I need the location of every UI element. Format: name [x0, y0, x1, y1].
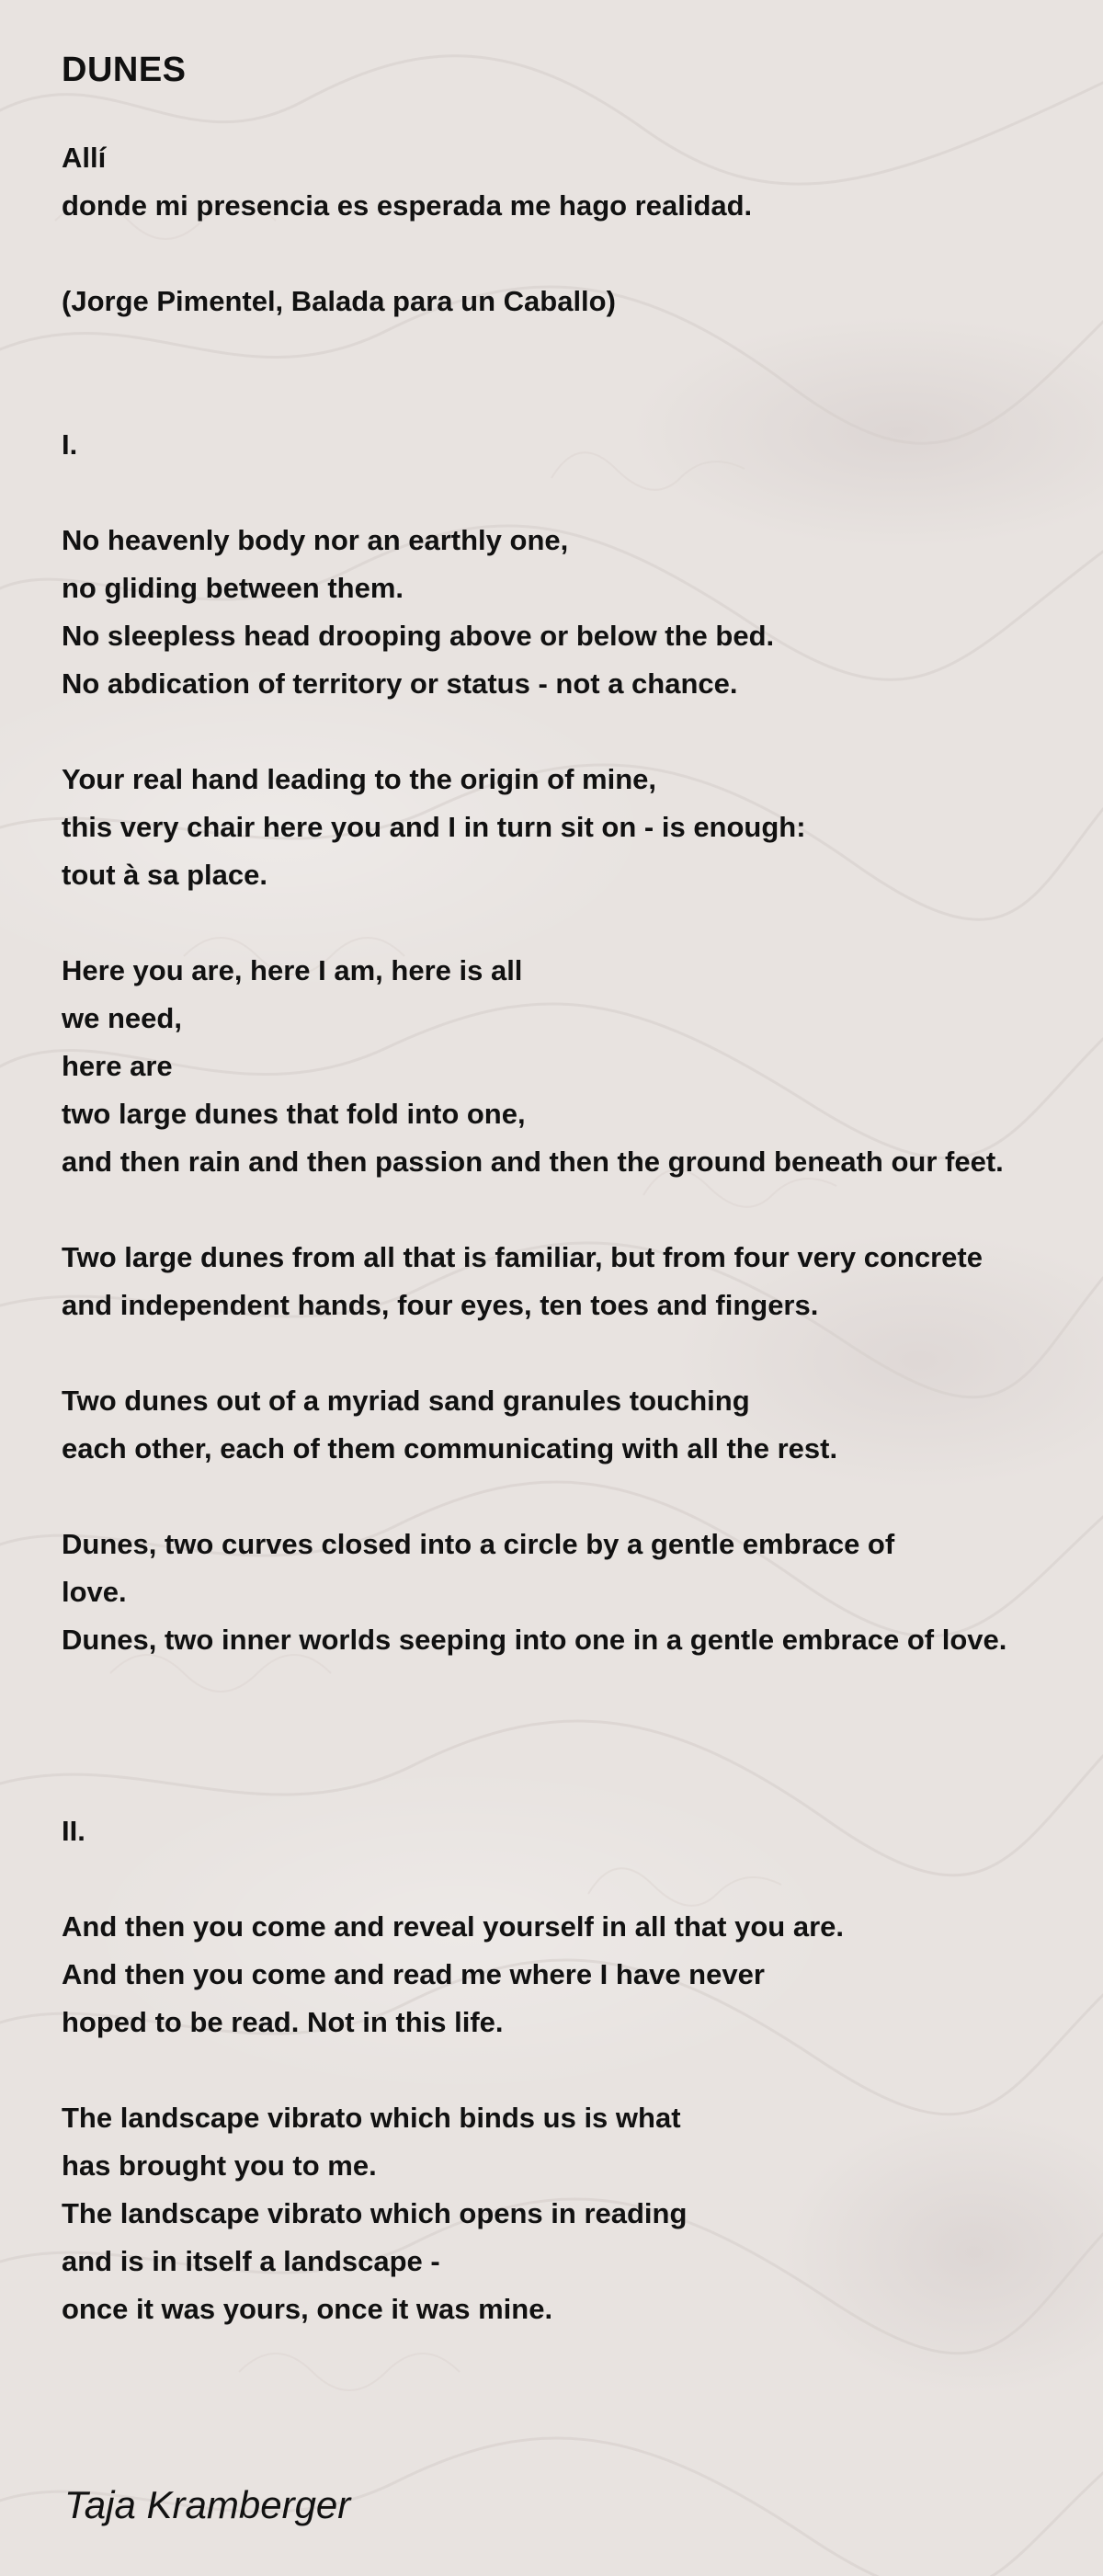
stanza-break	[62, 469, 1082, 517]
poem-line: each other, each of them communicating with all the rest.	[62, 1432, 838, 1465]
poem-line: Dunes, two curves closed into a circle by a gentle embrace of	[62, 1528, 895, 1560]
stanza-break	[62, 899, 1082, 947]
stanza-break	[62, 1186, 1082, 1234]
poem-line: The landscape vibrato which binds us is what	[62, 2102, 681, 2134]
stanza-break	[62, 1329, 1082, 1377]
poem-line: love.	[62, 1576, 127, 1608]
stanza-break	[62, 2046, 1082, 2094]
poem-line: tout à sa place.	[62, 859, 267, 891]
poem-line: two large dunes that fold into one,	[62, 1098, 526, 1130]
stanza-break	[62, 325, 1082, 373]
poem-line: Your real hand leading to the origin of mine,	[62, 763, 657, 795]
poem-line: No heavenly body nor an earthly one,	[62, 524, 569, 556]
stanza-break	[62, 708, 1082, 756]
poem-line: hoped to be read. Not in this life.	[62, 2006, 504, 2038]
poem	[62, 46, 1082, 2333]
poem-line: No sleepless head drooping above or below the bed.	[62, 620, 775, 652]
poem-author: Taja Kramberger	[64, 2483, 351, 2526]
poem-line: once it was yours, once it was mine.	[62, 2293, 553, 2325]
poem-line: and is in itself a landscape -	[62, 2245, 440, 2277]
poem-line: this very chair here you and I in turn sit on - is enough:	[62, 811, 806, 843]
poem-line: Two dunes out of a myriad sand granules touching	[62, 1385, 750, 1417]
poem-line: II.	[62, 1815, 85, 1847]
poem-line: No abdication of territory or status - not a chance.	[62, 667, 738, 700]
poem-line: has brought you to me.	[62, 2149, 377, 2182]
poem-line: and independent hands, four eyes, ten toes and fingers.	[62, 1289, 819, 1321]
poem-line: Here you are, here I am, here is all	[62, 954, 523, 986]
stanza-break	[62, 373, 1082, 421]
poem-line: The landscape vibrato which opens in reading	[62, 2197, 688, 2229]
poem-line: and then rain and then passion and then the ground beneath our feet.	[62, 1146, 1004, 1178]
stanza-break	[62, 1855, 1082, 1903]
poem-line: (Jorge Pimentel, Balada para un Caballo)	[62, 285, 616, 317]
stanza-break	[62, 1664, 1082, 1712]
poem-body	[62, 134, 1082, 2333]
stanza-break	[62, 1473, 1082, 1521]
poem-title: DUNES	[62, 51, 187, 89]
poem-line: we need,	[62, 1002, 182, 1034]
poem-line: here are	[62, 1050, 173, 1082]
poem-line: And then you come and read me where I have never	[62, 1958, 765, 1990]
poem-line: I.	[62, 428, 78, 461]
poem-line: Allí	[62, 142, 107, 174]
poem-line: donde mi presencia es esperada me hago realidad.	[62, 189, 753, 222]
poem-line: Dunes, two inner worlds seeping into one in a gentle embrace of love.	[62, 1624, 1007, 1656]
stanza-break	[62, 230, 1082, 278]
stanza-break	[62, 1712, 1082, 1760]
poem-line: And then you come and reveal yourself in all that you are.	[62, 1910, 844, 1943]
poem-line: no gliding between them.	[62, 572, 404, 604]
stanza-break	[62, 1760, 1082, 1807]
poem-line: Two large dunes from all that is familiar, but from four very concrete	[62, 1241, 983, 1273]
